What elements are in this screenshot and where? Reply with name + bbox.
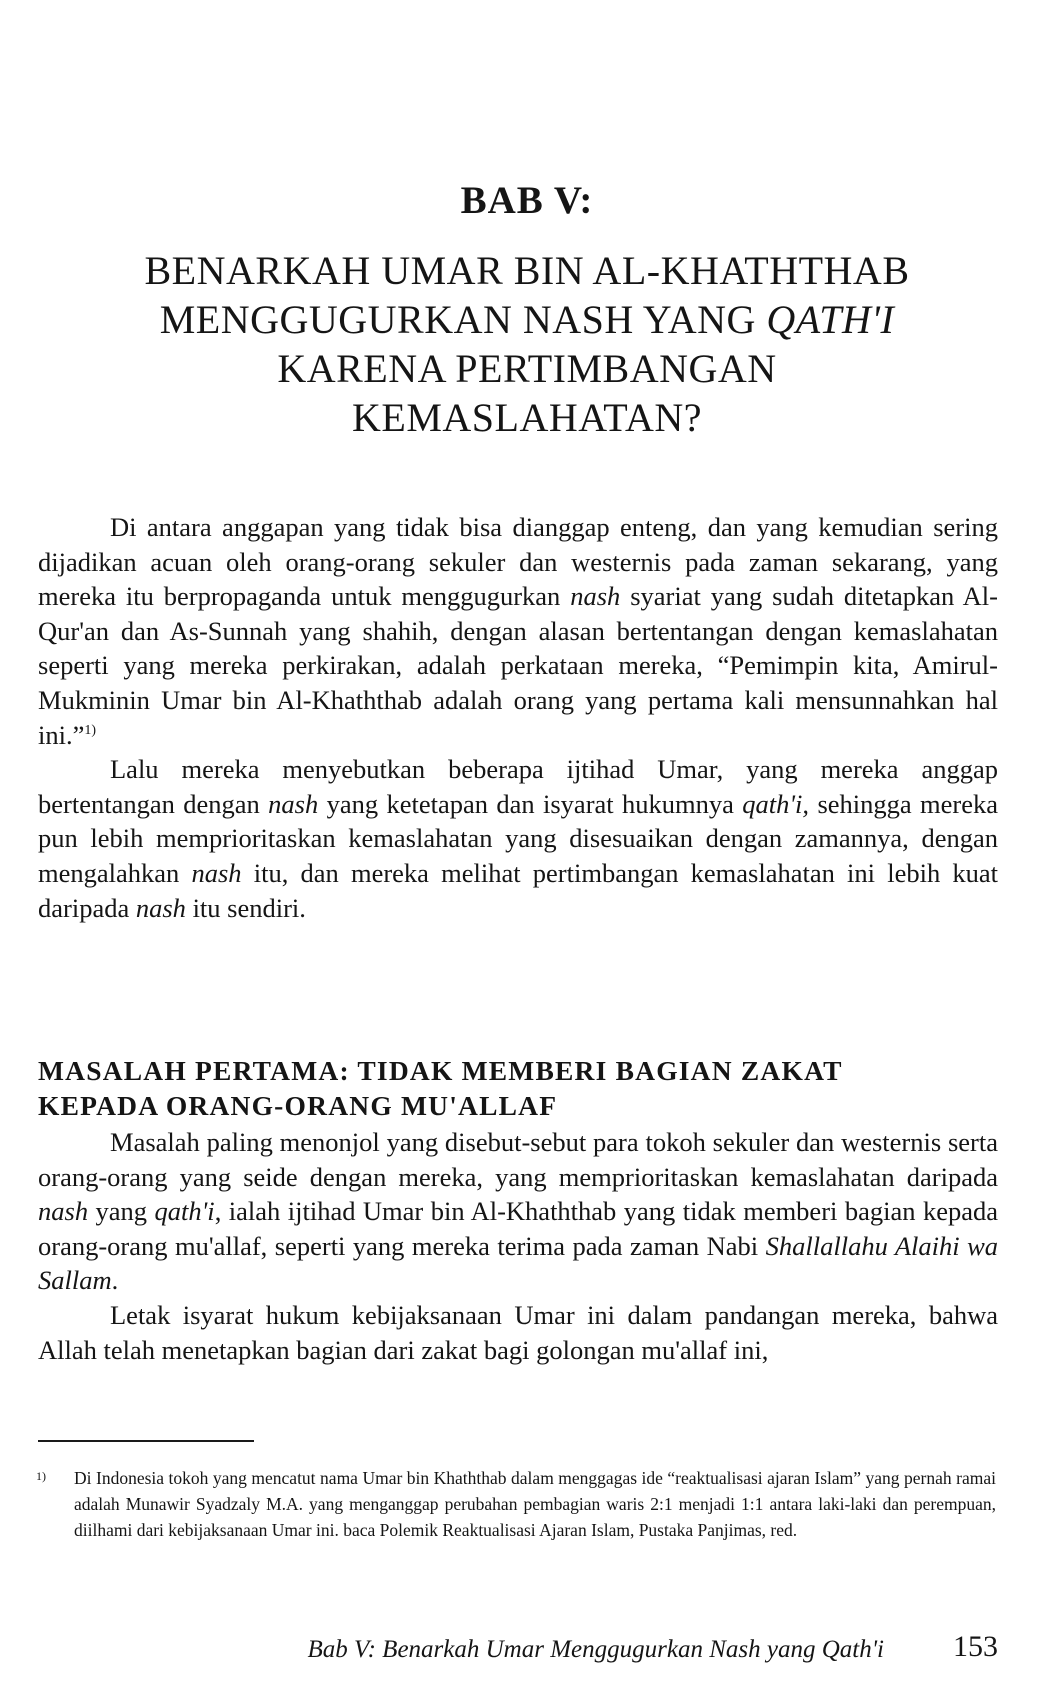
footnote [36,1465,996,1543]
section-heading [38,1053,998,1123]
italic-term: qath'i [154,1196,215,1227]
chapter-title-line-1: BENARKAH UMAR BIN AL-KHATHTHAB [144,248,910,293]
text-run: yang [88,1196,155,1227]
italic-term: nash [135,892,186,923]
section-paragraph-2: Letak isyarat hukum kebijaksanaan Umar ini dalam pandangan mereka, bahwa Allah telah menetapkan bagian dari zakat bagi golongan mu'allaf ini, [38,1299,998,1365]
page-number: 153 [953,1630,998,1663]
text-run: yang ketetapan dan isyarat hukumnya [318,788,743,819]
chapter-title-qathi: QATH'I [766,297,895,342]
text-run: Di antara anggapan yang tidak bisa dianggap enteng, dan yang kemudian sering dijadikan acuan oleh orang-orang sekuler dan westernis pada zaman sekarang, yang mereka itu berpropaganda untuk menggugurkan [38,512,998,612]
chapter-title-line-2-text: MENGGUGURKAN NASH YANG [159,297,767,342]
text-run: itu sendiri. [185,892,306,923]
section-text [38,1125,998,1367]
section-heading-line-2: KEPADA ORANG-ORANG MU'ALLAF [38,1090,558,1121]
italic-term: nash [191,857,242,888]
italic-term: nash [268,788,319,819]
italic-term: qath'i, [742,788,810,819]
text-run: syariat yang sudah ditetapkan Al-Qur'an dan As-Sunnah yang shahih, dengan alasan bertentangan dengan kemaslahatan seperti yang mereka perkirakan, adalah perkataan mereka, “Pemimpin kita, Amirul-Mukminin Umar bin Al-Khaththab adalah orang yang pertama kali mensunnahkan hal ini.” [38,581,998,750]
footnote-reference[interactable]: 1) [84,722,97,738]
footnote-marker: 1) [36,1469,46,1483]
chapter-label: BAB V: [460,179,594,222]
text-run: Masalah paling menonjol yang disebut-sebut para tokoh sekuler dan westernis serta orang-orang yang seide dengan mereka, yang memprioritaskan kemaslahatan daripada [38,1127,998,1192]
section-paragraph-1 [38,1125,998,1298]
text-run: itu, dan mereka melihat pertimbangan kemaslahatan ini lebih kuat daripada [38,857,998,923]
footnote-text: Di Indonesia tokoh yang mencatut nama Umar bin Khaththab dalam menggagas ide “reaktualisasi ajaran Islam” yang pernah ramai adalah Munawir Syadzaly M.A. yang menganggap perubahan pembagian waris 2:1 menjadi 1:1 antara laki-laki dan perempuan, diilhami dari kebijaksanaan Umar ini. baca Polemik Reaktualisasi Ajaran Islam, Pustaka Panjimas, red. [74,1468,996,1540]
intro-paragraph-1 [38,510,998,752]
running-footer: Bab V: Benarkah Umar Menggugurkan Nash yang Qath'i [307,1636,884,1663]
footnote-divider [38,1440,254,1442]
text-run: , ialah ijtihad Umar bin Al-Khaththab yang tidak memberi bagian kepada orang-orang mu'allaf, seperti yang mereka terima pada zaman Nabi [38,1196,998,1261]
text-run: . [111,1265,119,1296]
chapter-title-line-4: KEMASLAHATAN? [352,395,702,440]
italic-term: nash [38,1196,89,1227]
italic-term: Shallallahu Alaihi wa Sallam [38,1230,999,1296]
text-run: Lalu mereka menyebutkan beberapa ijtihad Umar, yang mereka anggap bertentangan dengan [38,754,998,819]
intro-text [38,510,998,925]
italic-term: nash [570,581,621,612]
text-run: sehingga mereka pun lebih memprioritaskan kemaslahatan yang disesuaikan dengan zamannya, dengan mengalahkan [38,788,998,888]
chapter-title-line-2 [60,295,994,344]
intro-paragraph-2 [38,752,998,925]
chapter-title [60,246,994,442]
section-heading-line-1: MASALAH PERTAMA: TIDAK MEMBERI BAGIAN ZAKAT [38,1055,843,1086]
chapter-title-line-3: KARENA PERTIMBANGAN [277,346,777,391]
